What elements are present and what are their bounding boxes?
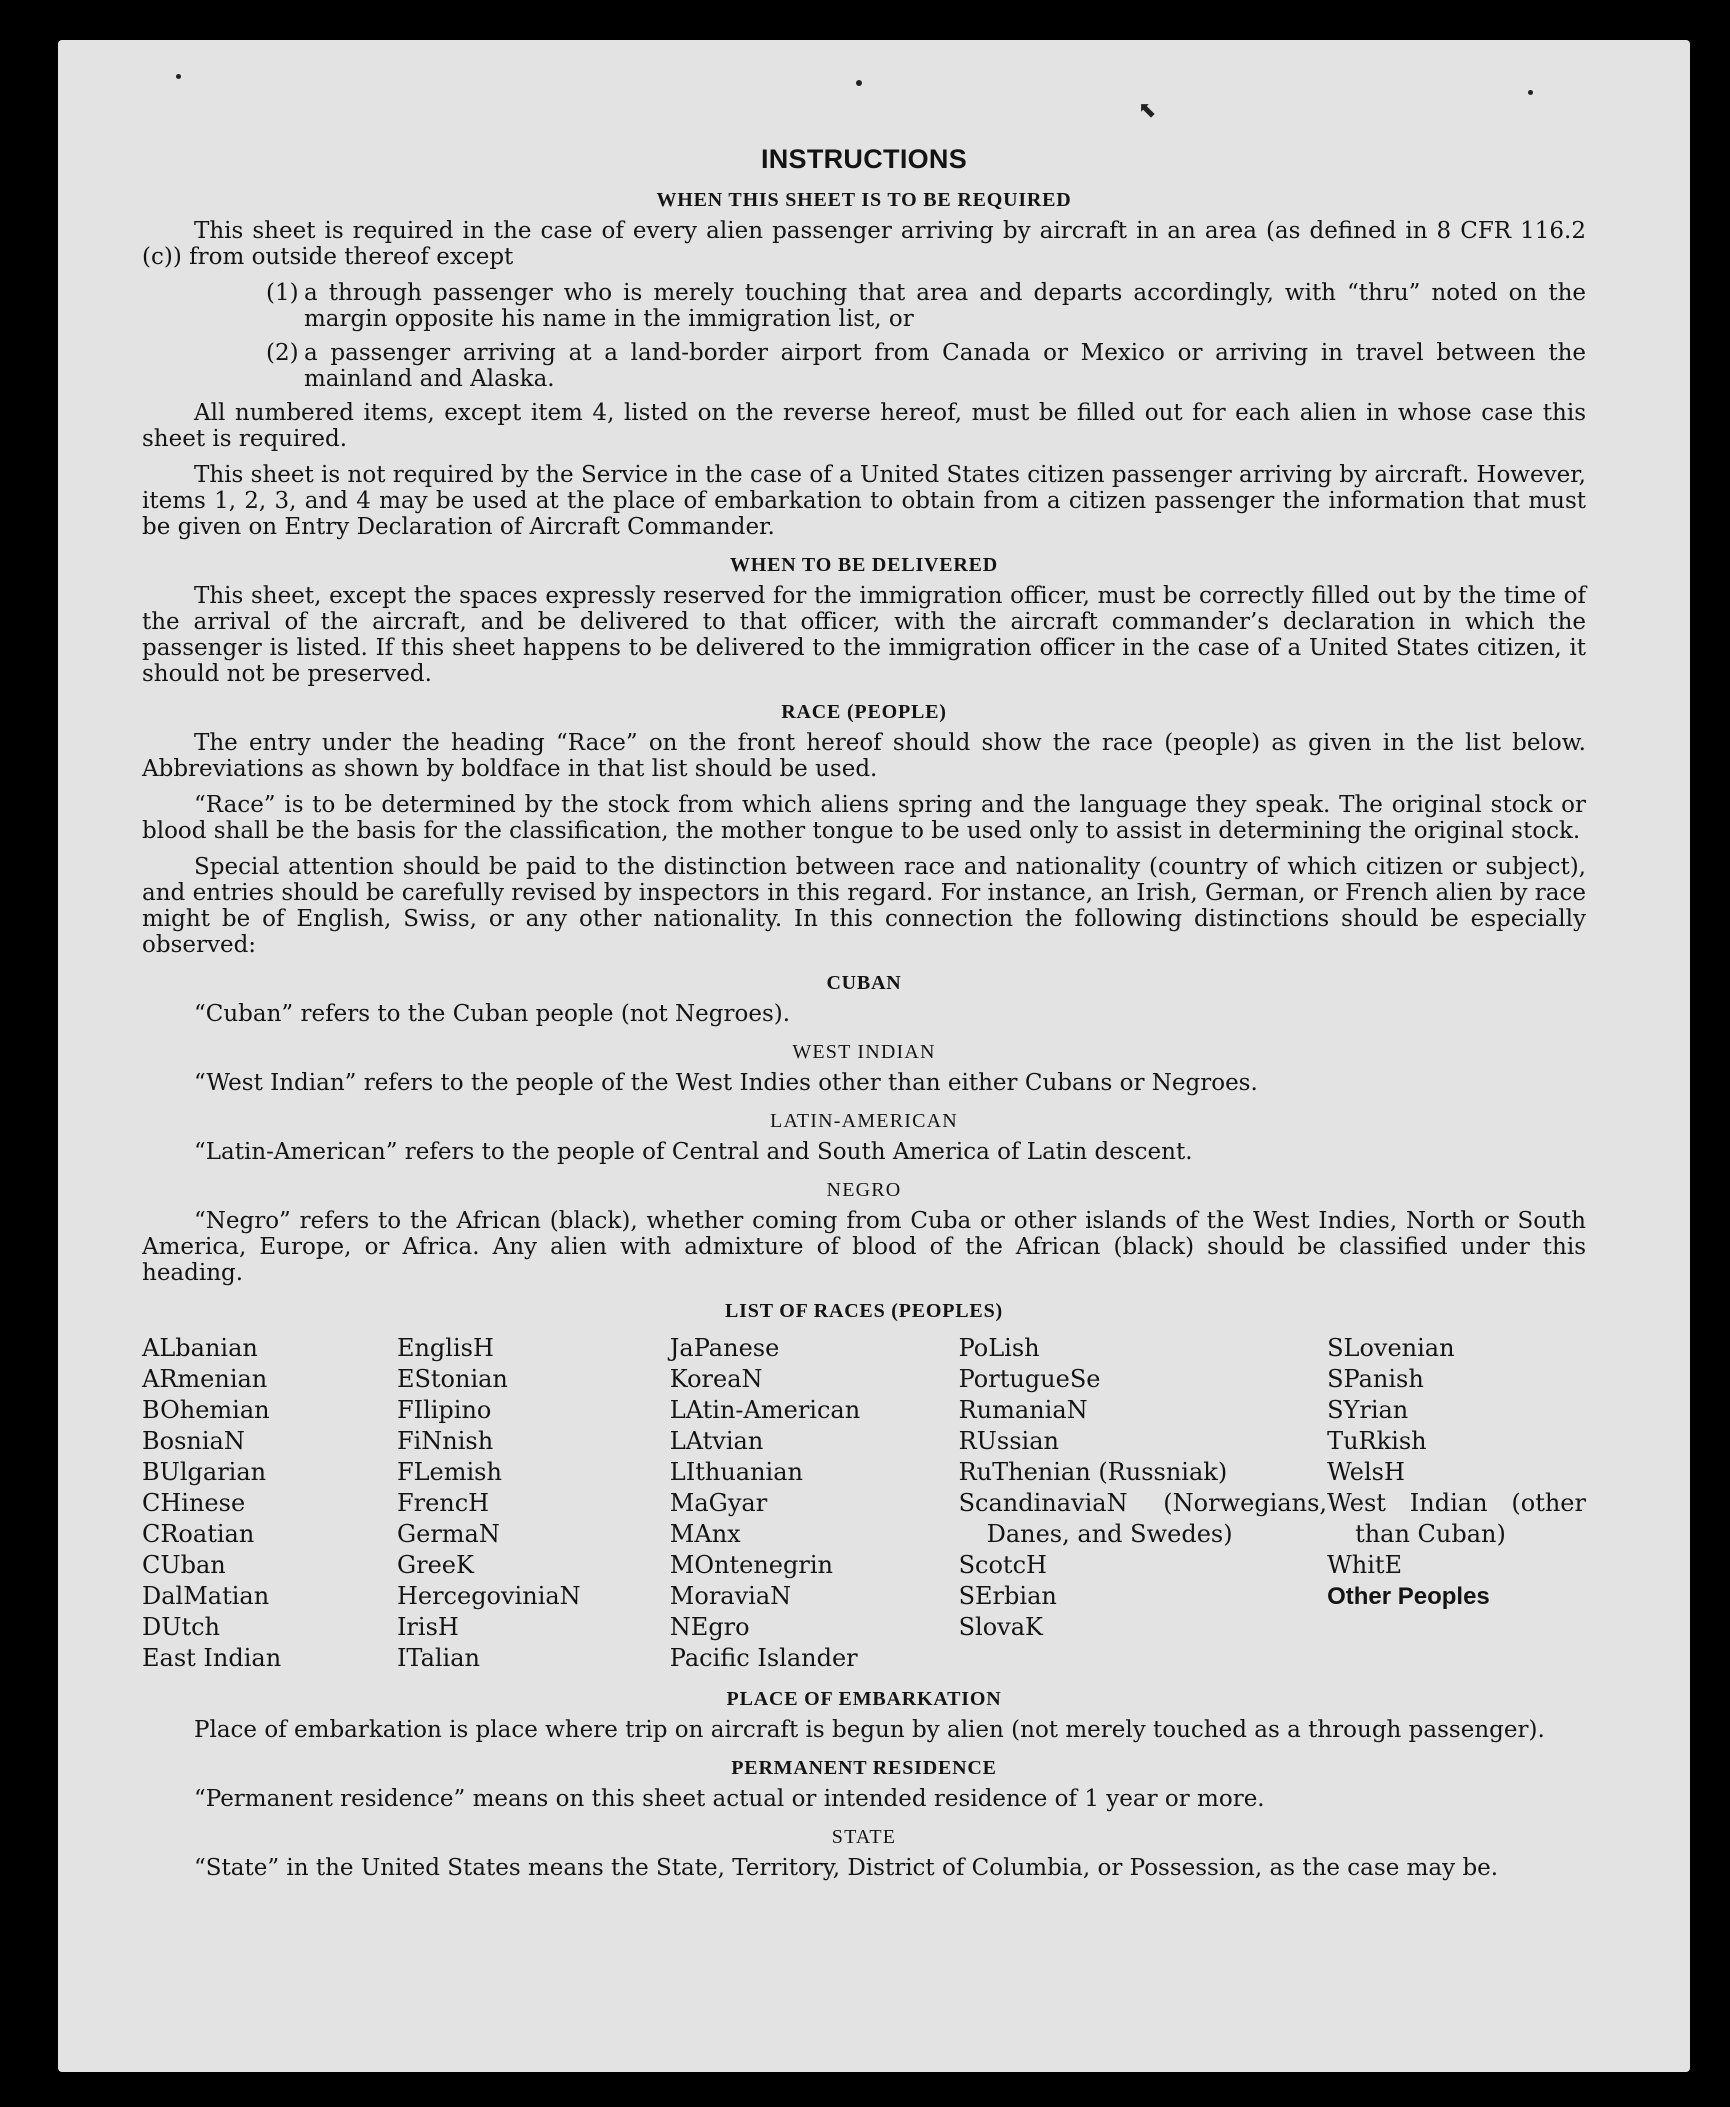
- pen-mark: ⬉: [1138, 98, 1157, 123]
- heading-permanent-residence: PERMANENT RESIDENCE: [731, 1757, 997, 1779]
- race-entry: WelsH: [1327, 1458, 1405, 1486]
- race-entry: MOntenegrin: [669, 1551, 833, 1579]
- races-column: [1327, 1333, 1586, 1674]
- latin-american-paragraph: “Latin-American” refers to the people of Central and South America of Latin descent.: [194, 1139, 1193, 1165]
- race-entry: LAtin-American: [669, 1396, 861, 1424]
- delivered-paragraph: This sheet, except the spaces expressly reserved for the immigration officer, must be correctly filled out by the time of the arrival of the aircraft, and be delivered to that officer, with the aircraft commander’s declaration in which the passenger is listed. If this sheet happens to be delivered to the immigration officer in the case of a United States citizen, it should not be preserved.: [142, 583, 1586, 687]
- exception-item: [266, 280, 1586, 332]
- race-entry: EStonian: [396, 1365, 508, 1393]
- races-column: [670, 1333, 959, 1674]
- race-paragraph-1: The entry under the heading “Race” on the front hereof should show the race (people) as given in the list below. Abbreviations as shown by boldface in that list should be used.: [142, 730, 1586, 782]
- item-number: (2): [266, 340, 299, 366]
- race-entry: TuRkish: [1327, 1427, 1427, 1455]
- race-entry: ARmenian: [142, 1365, 268, 1393]
- heading-negro: NEGRO: [826, 1179, 902, 1201]
- race-entry: FrencH: [396, 1489, 490, 1517]
- race-entry: PortugueSe: [958, 1365, 1101, 1393]
- race-entry: BUlgarian: [142, 1458, 267, 1486]
- race-entry: ScandinaviaN (Norwegians, Danes, and Swedes): [958, 1489, 1328, 1548]
- race-entry: MaGyar: [669, 1489, 768, 1517]
- race-entry: Other Peoples: [1327, 1583, 1490, 1610]
- race-entry: West Indian (other than Cuban): [1327, 1489, 1586, 1548]
- race-entry: MAnx: [669, 1520, 741, 1548]
- race-entry: RUssian: [958, 1427, 1059, 1455]
- race-entry: ScotcH: [958, 1551, 1047, 1579]
- races-list: [142, 1333, 1586, 1674]
- speck: [856, 80, 862, 86]
- heading-when-delivered: WHEN TO BE DELIVERED: [729, 554, 999, 576]
- race-entry: RumaniaN: [958, 1396, 1088, 1424]
- races-column: [142, 1333, 397, 1674]
- race-entry: EnglisH: [396, 1334, 494, 1362]
- race-entry: ITalian: [396, 1644, 480, 1672]
- state-paragraph: “State” in the United States means the State, Territory, District of Columbia, or Possession, as the case may be.: [194, 1855, 1499, 1881]
- heading-west-indian: WEST INDIAN: [792, 1041, 936, 1063]
- item-text: a passenger arriving at a land-border airport from Canada or Mexico or arriving in travel between the mainland and Alaska.: [304, 340, 1586, 392]
- race-entry: HercegoviniaN: [396, 1582, 581, 1610]
- instructions-content: [142, 102, 1586, 1891]
- race-entry: JaPanese: [669, 1334, 780, 1362]
- document-sheet: [58, 40, 1690, 2072]
- item-number: (1): [266, 280, 299, 306]
- west-indian-paragraph: “West Indian” refers to the people of the West Indies other than either Cubans or Negroes.: [194, 1070, 1258, 1096]
- race-entry: DalMatian: [142, 1582, 270, 1610]
- required-intro: This sheet is required in the case of every alien passenger arriving by aircraft in an area (as defined in 8 CFR 116.2 (c)) from outside thereof except: [142, 218, 1586, 270]
- heading-state: STATE: [831, 1826, 897, 1848]
- race-entry: KoreaN: [669, 1365, 763, 1393]
- exception-item: [266, 340, 1586, 392]
- race-entry: BosniaN: [142, 1427, 245, 1455]
- citizen-paragraph: This sheet is not required by the Service in the case of a United States citizen passenger arriving by aircraft. However, items 1, 2, 3, and 4 may be used at the place of embarkation to obtain from a citizen passenger the information that must be given on Entry Declaration of Aircraft Commander.: [142, 462, 1586, 540]
- speck: [176, 74, 181, 79]
- cuban-paragraph: “Cuban” refers to the Cuban people (not Negroes).: [194, 1001, 791, 1027]
- race-entry: BOhemian: [142, 1396, 270, 1424]
- race-entry: PoLish: [958, 1334, 1040, 1362]
- race-entry: FLemish: [396, 1458, 502, 1486]
- race-entry: SLovenian: [1327, 1334, 1455, 1362]
- residence-paragraph: “Permanent residence” means on this sheet actual or intended residence of 1 year or more.: [194, 1786, 1265, 1812]
- race-entry: GermaN: [396, 1520, 500, 1548]
- heading-race: RACE (PEOPLE): [781, 701, 947, 723]
- race-entry: SlovaK: [958, 1613, 1043, 1641]
- race-entry: FIlipino: [396, 1396, 492, 1424]
- race-entry: East Indian: [142, 1644, 282, 1672]
- heading-latin-american: LATIN-AMERICAN: [770, 1110, 958, 1132]
- race-entry: IrisH: [396, 1613, 459, 1641]
- race-entry: RuThenian (Russniak): [958, 1458, 1228, 1486]
- negro-paragraph: “Negro” refers to the African (black), whether coming from Cuba or other islands of the West Indies, North or South America, Europe, or Africa. Any alien with admixture of blood of the African (black) should be classified under this heading.: [142, 1208, 1586, 1286]
- race-entry: Pacific Islander: [669, 1644, 858, 1672]
- race-entry: SPanish: [1327, 1365, 1424, 1393]
- race-entry: GreeK: [396, 1551, 474, 1579]
- races-column: [397, 1333, 670, 1674]
- race-entry: FiNnish: [396, 1427, 494, 1455]
- race-entry: SYrian: [1327, 1396, 1409, 1424]
- race-entry: LAtvian: [669, 1427, 764, 1455]
- race-entry: DUtch: [142, 1613, 221, 1641]
- race-entry: CUban: [142, 1551, 226, 1579]
- race-entry: CHinese: [142, 1489, 246, 1517]
- heading-when-required: WHEN THIS SHEET IS TO BE REQUIRED: [656, 189, 1072, 211]
- heading-list-of-races: LIST OF RACES (PEOPLES): [725, 1300, 1003, 1322]
- embarkation-paragraph: Place of embarkation is place where trip on aircraft is begun by alien (not merely touched as a through passenger).: [194, 1717, 1545, 1743]
- item-text: a through passenger who is merely touching that area and departs accordingly, with “thru” noted on the margin opposite his name in the immigration list, or: [304, 280, 1586, 332]
- race-entry: ALbanian: [142, 1334, 258, 1362]
- races-column: [959, 1333, 1327, 1674]
- speck: [1528, 90, 1533, 95]
- race-entry: MoraviaN: [669, 1582, 792, 1610]
- race-entry: NEgro: [669, 1613, 750, 1641]
- race-entry: SErbian: [958, 1582, 1057, 1610]
- page-title: INSTRUCTIONS: [760, 144, 968, 174]
- race-entry: LIthuanian: [669, 1458, 803, 1486]
- heading-cuban: CUBAN: [826, 972, 902, 994]
- race-entry: WhitE: [1327, 1551, 1403, 1579]
- race-paragraph-3: Special attention should be paid to the distinction between race and nationality (country of which citizen or subject), and entries should be carefully revised by inspectors in this regard. For instance, an Irish, German, or French alien by race might be of English, Swiss, or any other nationality. In this connection the following distinctions should be especially observed:: [142, 854, 1586, 958]
- race-paragraph-2: “Race” is to be determined by the stock from which aliens spring and the language they speak. The original stock or blood shall be the basis for the classification, the mother tongue to be used only to assist in determining the original stock.: [142, 792, 1586, 844]
- heading-place-of-embarkation: PLACE OF EMBARKATION: [726, 1688, 1002, 1710]
- race-entry: CRoatian: [142, 1520, 255, 1548]
- numbered-items-paragraph: All numbered items, except item 4, listed on the reverse hereof, must be filled out for each alien in whose case this sheet is required.: [142, 400, 1586, 452]
